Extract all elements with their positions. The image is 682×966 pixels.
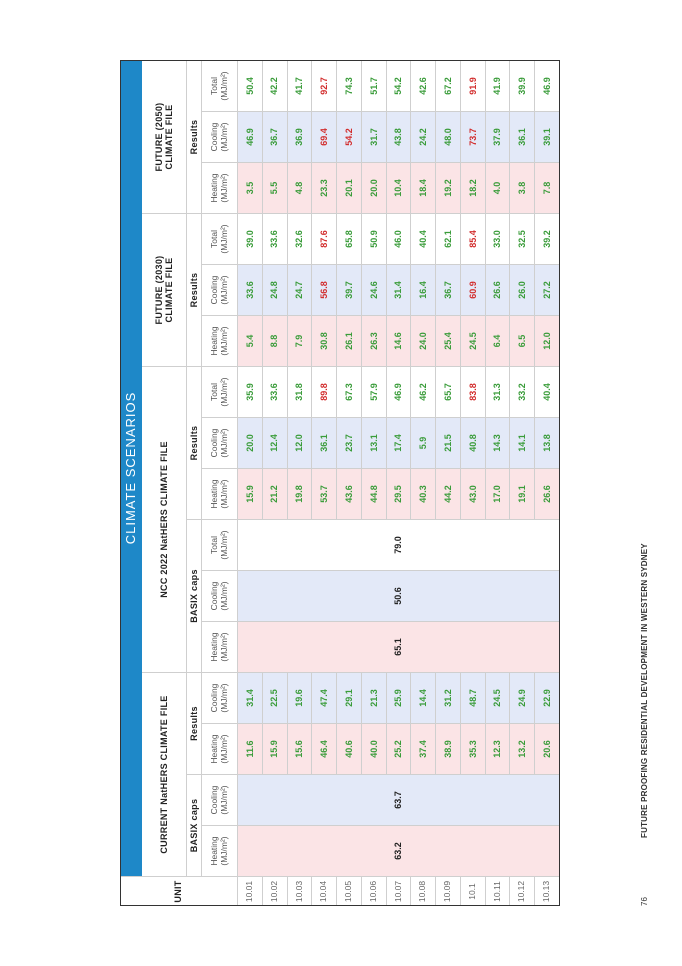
- f50-result-cell: 20.1: [337, 162, 362, 213]
- unit-label: 10.07: [387, 876, 412, 906]
- column-header-cooling: [202, 774, 238, 825]
- f30-result-cell: 14.6: [387, 315, 412, 366]
- ncc-result-cell: 46.9: [387, 366, 412, 417]
- f50-result-cell: 18.4: [411, 162, 436, 213]
- ncc-result-cell: 29.5: [387, 468, 412, 519]
- unit-label: 10.13: [535, 876, 560, 906]
- results-subheader-f2050: Results: [187, 60, 202, 213]
- f30-result-cell: 36.7: [436, 264, 461, 315]
- f50-result-cell: 3.8: [510, 162, 535, 213]
- f50-result-cell: 92.7: [312, 60, 337, 111]
- column-header-total: [202, 60, 238, 111]
- f50-result-cell: 43.8: [387, 111, 412, 162]
- unit-label: 10.1: [461, 876, 486, 906]
- ncc-result-cell: 19.8: [288, 468, 313, 519]
- f30-result-cell: 56.8: [312, 264, 337, 315]
- column-unit: (MJ/m²): [218, 683, 229, 713]
- column-unit: (MJ/m²): [218, 377, 229, 407]
- column-header-cooling: [202, 111, 238, 162]
- f30-result-cell: 46.0: [387, 213, 412, 264]
- column-label: Total: [208, 77, 219, 95]
- f30-result-cell: 24.8: [263, 264, 288, 315]
- ncc-result-cell: 17.4: [387, 417, 412, 468]
- ncc-result-cell: 57.9: [362, 366, 387, 417]
- current-result-cell: 14.4: [411, 672, 436, 723]
- f50-result-cell: 41.7: [288, 60, 313, 111]
- f50-result-cell: 54.2: [337, 111, 362, 162]
- f50-result-cell: 18.2: [461, 162, 486, 213]
- f30-result-cell: 50.9: [362, 213, 387, 264]
- group-header-ncc: NCC 2022 NatHERS CLIMATE FILE: [142, 366, 187, 672]
- ncc-basix-total-cap: 79.0: [238, 519, 560, 570]
- page-number: 76: [640, 897, 649, 906]
- ncc-result-cell: 15.9: [238, 468, 263, 519]
- column-label: Cooling: [208, 581, 219, 611]
- f30-result-cell: 6.5: [510, 315, 535, 366]
- ncc-result-cell: 89.8: [312, 366, 337, 417]
- f50-result-cell: 46.9: [535, 60, 560, 111]
- f50-result-cell: 69.4: [312, 111, 337, 162]
- current-result-cell: 11.6: [238, 723, 263, 774]
- f30-result-cell: 27.2: [535, 264, 560, 315]
- column-header-heating: [202, 468, 238, 519]
- f30-result-cell: 24.7: [288, 264, 313, 315]
- column-header-total: [202, 366, 238, 417]
- f50-result-cell: 20.0: [362, 162, 387, 213]
- f30-result-cell: 87.6: [312, 213, 337, 264]
- f50-result-cell: 31.7: [362, 111, 387, 162]
- current-result-cell: 48.7: [461, 672, 486, 723]
- f30-result-cell: 40.4: [411, 213, 436, 264]
- ncc-result-cell: 23.7: [337, 417, 362, 468]
- ncc-result-cell: 44.2: [436, 468, 461, 519]
- f30-result-cell: 60.9: [461, 264, 486, 315]
- unit-label: 10.02: [263, 876, 288, 906]
- ncc-result-cell: 35.9: [238, 366, 263, 417]
- f30-result-cell: 85.4: [461, 213, 486, 264]
- current-result-cell: 25.9: [387, 672, 412, 723]
- column-header-total: [202, 519, 238, 570]
- ncc-result-cell: 20.0: [238, 417, 263, 468]
- unit-label: 10.06: [362, 876, 387, 906]
- results-subheader-f2030: Results: [187, 213, 202, 366]
- column-unit: (MJ/m²): [218, 326, 229, 356]
- climate-scenarios-band: CLIMATE SCENARIOS: [120, 60, 142, 876]
- current-basix-cooling-cap: 63.7: [238, 774, 560, 825]
- unit-label: 10.08: [411, 876, 436, 906]
- ncc-result-cell: 12.4: [263, 417, 288, 468]
- current-result-cell: 31.4: [238, 672, 263, 723]
- column-unit: (MJ/m²): [218, 224, 229, 254]
- column-label: Cooling: [208, 428, 219, 458]
- f30-result-cell: 8.8: [263, 315, 288, 366]
- ncc-result-cell: 17.0: [486, 468, 511, 519]
- current-result-cell: 37.4: [411, 723, 436, 774]
- current-result-cell: 29.1: [337, 672, 362, 723]
- column-unit: (MJ/m²): [218, 122, 229, 152]
- current-basix-heating-cap: 63.2: [238, 825, 560, 876]
- f30-result-cell: 26.3: [362, 315, 387, 366]
- column-label: Heating: [208, 173, 219, 203]
- f50-result-cell: 10.4: [387, 162, 412, 213]
- current-result-cell: 40.0: [362, 723, 387, 774]
- f50-result-cell: 4.0: [486, 162, 511, 213]
- f50-result-cell: 39.1: [535, 111, 560, 162]
- column-unit: (MJ/m²): [218, 479, 229, 509]
- f30-result-cell: 65.8: [337, 213, 362, 264]
- column-unit: (MJ/m²): [218, 173, 229, 203]
- column-label: Heating: [208, 632, 219, 662]
- current-result-cell: 47.4: [312, 672, 337, 723]
- ncc-result-cell: 5.9: [411, 417, 436, 468]
- column-unit: (MJ/m²): [218, 836, 229, 866]
- f50-result-cell: 39.9: [510, 60, 535, 111]
- ncc-result-cell: 31.3: [486, 366, 511, 417]
- ncc-result-cell: 14.1: [510, 417, 535, 468]
- column-header-heating: [202, 825, 238, 876]
- f50-result-cell: 7.8: [535, 162, 560, 213]
- column-label: Cooling: [208, 785, 219, 815]
- column-label: Cooling: [208, 275, 219, 305]
- column-unit: (MJ/m²): [218, 632, 229, 662]
- f50-result-cell: 91.9: [461, 60, 486, 111]
- f30-result-cell: 5.4: [238, 315, 263, 366]
- basix-subheader-current: BASIX caps: [187, 774, 202, 876]
- ncc-result-cell: 13.1: [362, 417, 387, 468]
- f50-result-cell: 46.9: [238, 111, 263, 162]
- ncc-result-cell: 43.0: [461, 468, 486, 519]
- ncc-result-cell: 53.7: [312, 468, 337, 519]
- f30-result-cell: 24.6: [362, 264, 387, 315]
- unit-label: 10.01: [238, 876, 263, 906]
- unit-label: 10.09: [436, 876, 461, 906]
- f50-result-cell: 42.2: [263, 60, 288, 111]
- column-header-heating: [202, 162, 238, 213]
- f50-result-cell: 50.4: [238, 60, 263, 111]
- ncc-result-cell: 44.8: [362, 468, 387, 519]
- f30-result-cell: 16.4: [411, 264, 436, 315]
- current-result-cell: 38.9: [436, 723, 461, 774]
- column-label: Total: [208, 383, 219, 401]
- unit-label: 10.11: [486, 876, 511, 906]
- f50-result-cell: 37.9: [486, 111, 511, 162]
- f30-result-cell: 26.0: [510, 264, 535, 315]
- f30-result-cell: 33.0: [486, 213, 511, 264]
- column-label: Total: [208, 230, 219, 248]
- ncc-result-cell: 33.6: [263, 366, 288, 417]
- f50-result-cell: 51.7: [362, 60, 387, 111]
- group-header-current: CURRENT NatHERS CLIMATE FILE: [142, 672, 187, 876]
- f50-result-cell: 73.7: [461, 111, 486, 162]
- f50-result-cell: 42.6: [411, 60, 436, 111]
- f30-result-cell: 39.2: [535, 213, 560, 264]
- column-header-cooling: [202, 672, 238, 723]
- ncc-basix-heating-cap: 65.1: [238, 621, 560, 672]
- ncc-result-cell: 65.7: [436, 366, 461, 417]
- column-header-cooling: [202, 417, 238, 468]
- ncc-result-cell: 19.1: [510, 468, 535, 519]
- column-unit: (MJ/m²): [218, 785, 229, 815]
- f50-result-cell: 23.3: [312, 162, 337, 213]
- group-header-f2030: FUTURE (2030) CLIMATE FILE: [142, 213, 187, 366]
- f30-result-cell: 32.6: [288, 213, 313, 264]
- column-label: Heating: [208, 836, 219, 866]
- f50-result-cell: 36.7: [263, 111, 288, 162]
- ncc-result-cell: 36.1: [312, 417, 337, 468]
- f50-result-cell: 24.2: [411, 111, 436, 162]
- f30-result-cell: 24.5: [461, 315, 486, 366]
- f30-result-cell: 33.6: [263, 213, 288, 264]
- column-label: Total: [208, 536, 219, 554]
- ncc-basix-cooling-cap: 50.6: [238, 570, 560, 621]
- column-header-cooling: [202, 264, 238, 315]
- footer-title: FUTURE PROOFING RESIDENTIAL DEVELOPMENT IN WESTERN SYDNEY: [640, 543, 649, 838]
- f30-result-cell: 30.8: [312, 315, 337, 366]
- current-result-cell: 12.3: [486, 723, 511, 774]
- f50-result-cell: 36.9: [288, 111, 313, 162]
- f50-result-cell: 48.0: [436, 111, 461, 162]
- column-header-heating: [202, 723, 238, 774]
- f50-result-cell: 67.2: [436, 60, 461, 111]
- current-result-cell: 46.4: [312, 723, 337, 774]
- ncc-result-cell: 33.2: [510, 366, 535, 417]
- column-label: Heating: [208, 734, 219, 764]
- ncc-result-cell: 13.8: [535, 417, 560, 468]
- current-result-cell: 15.6: [288, 723, 313, 774]
- f30-result-cell: 25.4: [436, 315, 461, 366]
- f30-result-cell: 33.6: [238, 264, 263, 315]
- current-result-cell: 22.9: [535, 672, 560, 723]
- climate-scenarios-table: [120, 60, 560, 906]
- ncc-result-cell: 83.8: [461, 366, 486, 417]
- f30-result-cell: 26.6: [486, 264, 511, 315]
- f50-result-cell: 36.1: [510, 111, 535, 162]
- current-result-cell: 22.5: [263, 672, 288, 723]
- current-result-cell: 40.6: [337, 723, 362, 774]
- column-label: Heating: [208, 326, 219, 356]
- f30-result-cell: 62.1: [436, 213, 461, 264]
- column-header-cooling: [202, 570, 238, 621]
- column-header-total: [202, 213, 238, 264]
- ncc-result-cell: 67.3: [337, 366, 362, 417]
- ncc-result-cell: 40.3: [411, 468, 436, 519]
- current-result-cell: 25.2: [387, 723, 412, 774]
- column-header-heating: [202, 315, 238, 366]
- f50-result-cell: 54.2: [387, 60, 412, 111]
- f30-result-cell: 26.1: [337, 315, 362, 366]
- column-label: Cooling: [208, 122, 219, 152]
- ncc-result-cell: 40.8: [461, 417, 486, 468]
- current-result-cell: 13.2: [510, 723, 535, 774]
- column-unit: (MJ/m²): [218, 581, 229, 611]
- current-result-cell: 21.3: [362, 672, 387, 723]
- f30-result-cell: 24.0: [411, 315, 436, 366]
- f30-result-cell: 39.0: [238, 213, 263, 264]
- current-result-cell: 35.3: [461, 723, 486, 774]
- ncc-result-cell: 46.2: [411, 366, 436, 417]
- ncc-result-cell: 40.4: [535, 366, 560, 417]
- current-result-cell: 24.5: [486, 672, 511, 723]
- f50-result-cell: 41.9: [486, 60, 511, 111]
- results-subheader-current: Results: [187, 672, 202, 774]
- column-header-heating: [202, 621, 238, 672]
- ncc-result-cell: 21.5: [436, 417, 461, 468]
- basix-subheader-ncc: BASIX caps: [187, 519, 202, 672]
- results-subheader-ncc: Results: [187, 366, 202, 519]
- ncc-result-cell: 43.6: [337, 468, 362, 519]
- f30-result-cell: 31.4: [387, 264, 412, 315]
- f50-result-cell: 5.5: [263, 162, 288, 213]
- f50-result-cell: 74.3: [337, 60, 362, 111]
- f50-result-cell: 3.5: [238, 162, 263, 213]
- ncc-result-cell: 21.2: [263, 468, 288, 519]
- column-unit: (MJ/m²): [218, 734, 229, 764]
- f30-result-cell: 6.4: [486, 315, 511, 366]
- f50-result-cell: 4.8: [288, 162, 313, 213]
- unit-label: 10.05: [337, 876, 362, 906]
- f30-result-cell: 7.9: [288, 315, 313, 366]
- ncc-result-cell: 12.0: [288, 417, 313, 468]
- unit-header: UNIT: [120, 876, 238, 906]
- column-unit: (MJ/m²): [218, 275, 229, 305]
- unit-label: 10.04: [312, 876, 337, 906]
- column-label: Heating: [208, 479, 219, 509]
- f50-result-cell: 19.2: [436, 162, 461, 213]
- f30-result-cell: 12.0: [535, 315, 560, 366]
- current-result-cell: 19.6: [288, 672, 313, 723]
- f30-result-cell: 32.5: [510, 213, 535, 264]
- current-result-cell: 15.9: [263, 723, 288, 774]
- f30-result-cell: 39.7: [337, 264, 362, 315]
- column-unit: (MJ/m²): [218, 428, 229, 458]
- column-unit: (MJ/m²): [218, 71, 229, 101]
- ncc-result-cell: 26.6: [535, 468, 560, 519]
- group-header-f2050: FUTURE (2050) CLIMATE FILE: [142, 60, 187, 213]
- column-label: Cooling: [208, 683, 219, 713]
- unit-label: 10.03: [288, 876, 313, 906]
- unit-label: 10.12: [510, 876, 535, 906]
- column-unit: (MJ/m²): [218, 530, 229, 560]
- current-result-cell: 20.6: [535, 723, 560, 774]
- ncc-result-cell: 31.8: [288, 366, 313, 417]
- current-result-cell: 31.2: [436, 672, 461, 723]
- ncc-result-cell: 14.3: [486, 417, 511, 468]
- current-result-cell: 24.9: [510, 672, 535, 723]
